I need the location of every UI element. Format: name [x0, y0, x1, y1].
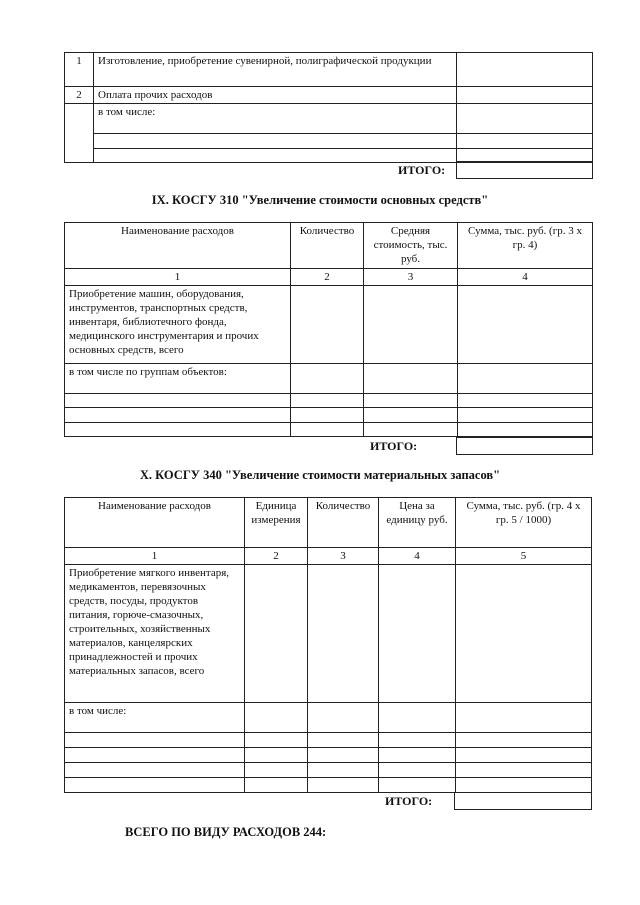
sec9-colnum-2: 2	[291, 269, 364, 286]
sec10-empty2-name[interactable]	[65, 748, 245, 763]
sec9-row-sub: в том числе по группам объектов:	[65, 364, 291, 394]
sec10-header-name: Наименование расходов	[65, 498, 245, 548]
sec10-row-sub-qty[interactable]	[308, 703, 379, 733]
sec9-header-name: Наименование расходов	[65, 223, 291, 269]
sec10-row-sub-unit[interactable]	[245, 703, 308, 733]
sec10-itogo-box[interactable]	[454, 792, 592, 810]
sec9-empty2-qty[interactable]	[291, 408, 364, 423]
sec10-colnum-2: 2	[245, 548, 308, 565]
sec9-empty2-sum[interactable]	[458, 408, 593, 423]
sec10-empty4-qty[interactable]	[308, 778, 379, 793]
sec9-empty1-sum[interactable]	[458, 394, 593, 408]
sec10-empty3-price[interactable]	[379, 763, 456, 778]
sec10-empty4-unit[interactable]	[245, 778, 308, 793]
sec10-empty3-sum[interactable]	[456, 763, 592, 778]
sec10-row-main-qty[interactable]	[308, 565, 379, 703]
sec9-empty3-qty[interactable]	[291, 423, 364, 437]
sec10-row-main-price[interactable]	[379, 565, 456, 703]
sec10-header-unit: Единица измерения	[245, 498, 308, 548]
sec9-itogo-box[interactable]	[456, 437, 593, 455]
sec10-empty4-name[interactable]	[65, 778, 245, 793]
sec9-row-main: Приобретение машин, оборудования, инструментов, транспортных средств, инвентаря, библиотечного фонда, медицинского инструментария и прочих основных средств, всего	[65, 286, 291, 364]
sec8-row1-sum[interactable]	[457, 53, 593, 87]
sec10-empty4-sum[interactable]	[456, 778, 592, 793]
sec9-empty1-name[interactable]	[65, 394, 291, 408]
sec8-row3-num	[65, 104, 94, 163]
sec9-row-sub-avg[interactable]	[364, 364, 458, 394]
sec10-row-sub-sum[interactable]	[456, 703, 592, 733]
sec10-empty1-unit[interactable]	[245, 733, 308, 748]
sec10-empty1-name[interactable]	[65, 733, 245, 748]
sec10-title: X. КОСГУ 340 "Увеличение стоимости материальных запасов"	[139, 468, 501, 482]
sec10-colnum-4: 4	[379, 548, 456, 565]
sec10-itogo-label: ИТОГО:	[385, 794, 433, 808]
sec10-row-main-sum[interactable]	[456, 565, 592, 703]
sec9-header-sum: Сумма, тыс. руб. (гр. 3 х гр. 4)	[458, 223, 593, 269]
sec10-colnum-5: 5	[456, 548, 592, 565]
grand-total-label: ВСЕГО ПО ВИДУ РАСХОДОВ 244:	[125, 825, 327, 839]
sec9-itogo-label: ИТОГО:	[370, 439, 418, 453]
sec9-empty1-avg[interactable]	[364, 394, 458, 408]
sec10-empty3-unit[interactable]	[245, 763, 308, 778]
sec8-table	[64, 52, 593, 163]
sec9-empty3-avg[interactable]	[364, 423, 458, 437]
sec8-row1-num: 1	[65, 53, 94, 87]
sec8-row4-text[interactable]	[94, 134, 457, 149]
sec9-colnum-1: 1	[65, 269, 291, 286]
sec10-empty2-unit[interactable]	[245, 748, 308, 763]
sec10-table	[64, 497, 592, 793]
sec8-row2-text: Оплата прочих расходов	[94, 87, 457, 104]
sec10-row-sub-price[interactable]	[379, 703, 456, 733]
sec8-itogo-label: ИТОГО:	[398, 163, 446, 177]
sec10-empty4-price[interactable]	[379, 778, 456, 793]
sec10-row-sub: в том числе:	[65, 703, 245, 733]
sec10-colnum-1: 1	[65, 548, 245, 565]
sec10-row-main-unit[interactable]	[245, 565, 308, 703]
sec9-empty3-name[interactable]	[65, 423, 291, 437]
sec9-header-avg: Средняя стоимость, тыс. руб.	[364, 223, 458, 269]
sec9-row-sub-qty[interactable]	[291, 364, 364, 394]
sec10-colnum-3: 3	[308, 548, 379, 565]
sec10-empty3-qty[interactable]	[308, 763, 379, 778]
sec8-itogo-box[interactable]	[456, 161, 593, 179]
sec9-row-main-qty[interactable]	[291, 286, 364, 364]
sec9-title: IX. КОСГУ 310 "Увеличение стоимости основных средств"	[151, 193, 489, 207]
sec10-empty1-qty[interactable]	[308, 733, 379, 748]
sec9-colnum-4: 4	[458, 269, 593, 286]
sec10-header-sum: Сумма, тыс. руб. (гр. 4 х гр. 5 / 1000)	[456, 498, 592, 548]
sec8-row3-text: в том числе:	[94, 104, 457, 134]
sec9-table	[64, 222, 593, 437]
sec8-row2-sum[interactable]	[457, 87, 593, 104]
sec10-empty2-qty[interactable]	[308, 748, 379, 763]
sec9-colnum-3: 3	[364, 269, 458, 286]
sec8-row5-text[interactable]	[94, 149, 457, 163]
sec9-header-qty: Количество	[291, 223, 364, 269]
sec10-row-main: Приобретение мягкого инвентаря, медикаментов, перевязочных средств, посуды, продуктов питания, горюче-смазочных, строительных, хозяйственных материалов, канцелярских принадлежностей и прочих материальных запасов, всего	[65, 565, 245, 703]
sec8-row1-text: Изготовление, приобретение сувенирной, полиграфической продукции	[94, 53, 457, 87]
sec8-row4-sum[interactable]	[457, 134, 593, 149]
sec10-empty1-sum[interactable]	[456, 733, 592, 748]
sec9-empty1-qty[interactable]	[291, 394, 364, 408]
sec9-row-main-sum[interactable]	[458, 286, 593, 364]
sec10-header-price: Цена за единицу руб.	[379, 498, 456, 548]
sec9-empty3-sum[interactable]	[458, 423, 593, 437]
sec10-empty2-price[interactable]	[379, 748, 456, 763]
sec8-row2-num: 2	[65, 87, 94, 104]
sec8-row3-sum[interactable]	[457, 104, 593, 134]
sec10-empty3-name[interactable]	[65, 763, 245, 778]
sec10-empty2-sum[interactable]	[456, 748, 592, 763]
sec9-row-sub-sum[interactable]	[458, 364, 593, 394]
sec9-empty2-name[interactable]	[65, 408, 291, 423]
sec9-row-main-avg[interactable]	[364, 286, 458, 364]
sec10-empty1-price[interactable]	[379, 733, 456, 748]
sec9-empty2-avg[interactable]	[364, 408, 458, 423]
sec10-header-qty: Количество	[308, 498, 379, 548]
